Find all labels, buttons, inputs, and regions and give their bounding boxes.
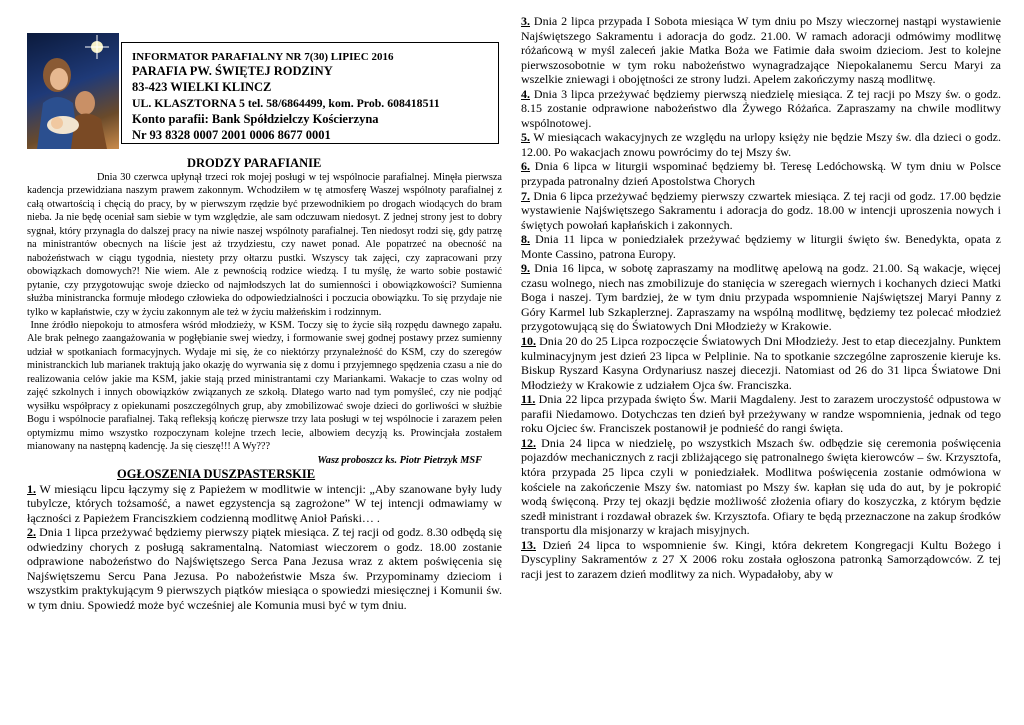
drodzy-paragraph-2: Inne źródło niepokoju to atmosfera wśród młodzieży, w KSM. Toczy się to życie siłą rozpędu dawnego zapału. Ale brak pełnego zaangażowania w pogłębianie swej wiedzy, i formowanie swej godnej postawy przez sumienny udział w spotkaniach formacyjnych. Wydaje mi się, że co niektórzy przynależność do KSM, czy do szeregów ministranckich lub marianek traktują jako okazję do wyrwania się z domu i przyjemnego spędzenia czasu a nie do realizowania celów jakie ma KSM, jakie stają przed ministrantami czy Mariankami. Wakacje to czas wolny od zajęć szkolnych i innych obowiązków związanych ze szkołą. Dlatego warto nad tym pomyśleć, czy nie podjąć wysiłku współpracy z opiekunami poszczególnych grup, aby zmobilizować swoje dzieci do gorliwości w służbie Bogu i wspólnocie parafialnej. Taką refleksją kończę pierwsze trzy lata posługi w tej wspólnocie i zarazem pełen optymizmu mimo wszystko rozpoczynam kolejne trzech lecie, albowiem decyzją ks. Prowincjała zostałem mianowany na następną kadencję. Ja się cieszę!!! A Wy??? [27, 319, 502, 453]
bulletin-title: INFORMATOR PARAFIALNY NR 7(30) LIPIEC 2016 [132, 51, 394, 63]
holy-family-illustration [27, 33, 119, 149]
parish-postal: 83-423 WIELKI KLINCZ [132, 80, 272, 94]
announcement-1: 1. W miesiącu lipcu łączymy się z Papieżem w modlitwie w intencji: „Aby szanowane były ludy tubylcze, których tożsamość, a nawet egzystencja są zagrożone” W tej intencji odmawiamy w łączności z Papieżem Franciszkiem codzienną modlitwę Anioł Pański… . [27, 481, 502, 525]
drodzy-paragraph-1: Dnia 30 czerwca upłynął trzeci rok mojej posługi w tej wspólnocie parafialnej. Minęła pierwsza kadencja przewidziana naszym prawem zakonnym. Wchodziłem w tę atmosferę Waszej wspólnoty parafialnej z całą otwartością i chęcią do pracy, by w pierwszym rzędzie być przewodnikiem po drogach wiodących do bram nieba. Ja nie będę oceniał sam siebie w tym względzie, ale sam odczuwam niedosyt. Z jednej strony jest to dobry sygnał, który przynagla do dalszej pracy na niwie naszej wspólnoty parafialnej. Ten niedosyt rodzi się, gdy patrzę na ministrantów obecnych na liście jest aż trzydziestu, czy nawet ponad. Ale popatrzeć na obecność na nabożeństwach w ciągu tygodnia, niestety przy ołtarzu pustki. Wszyscy tak zajęci, czy zapracowani przy obowiązkach domowych?! Nie wiem. Ale z pewnością rodzice wiedzą. I tu myślę, że warto sobie postawić pytanie, czy przygotowując swoje dziecko od najmłodszych lat do sumienności i obowiązkowości? Sumienna służba ministrancka formuje młodego człowieka do odpowiedzialności i poczucia obowiązku. To się przydaje nie tylko w kapłaństwie, czy w życiu zakonnym ale też w życiu małżeńskim i rodzinnym. [27, 172, 502, 318]
left-column [27, 156, 502, 612]
announcement-5: 5. W miesiącach wakacyjnych ze względu na urlopy księży nie będzie Mszy św. dla dzieci o godz. 12.00. Po wakacjach znowu powrócimy do tej Mszy św. [521, 130, 1001, 159]
announcement-13: 13. Dzień 24 lipca to wspomnienie św. Kingi, która dekretem Kongregacji Kultu Bożego i Dyscypliny Sakramentów z 27 X 2006 roku została ogłoszona patronką Samorządowców. Z tej racji jest to zarazem dzień modlitwy za nich. Wypadałoby, aby w [521, 537, 1001, 581]
ogloszenia-title: OGŁOSZENIA DUSZPASTERSKIE [117, 466, 316, 481]
holy-family-image [27, 33, 119, 149]
drodzy-title: DRODZY PARAFIANIE [187, 156, 322, 170]
parish-address: UL. KLASZTORNA 5 tel. 58/6864499, kom. Prob. 608418511 [132, 96, 440, 110]
announcement-3: 3. Dnia 2 lipca przypada I Sobota miesiąca W tym dniu po Mszy wieczornej nastąpi wystawienie Najświętszego Sakramentu i adoracja do godz. 21.00. W ramach adoracji odmówimy modlitwę różańcową w myśl zaleceń jakie Matka Boża we Fatimie dała swoim dzieciom. Jest to kolejne pierwszosobotnie w tym roku nabożeństwo wynagradzające Niepokalanemu Sercu Maryi za wszelkie zniewagi i obojętności ze strony ludzi. Apelem zakończymy naszą modlitwę. [521, 14, 1001, 87]
signature: Wasz proboszcz ks. Piotr Pietrzyk MSF [317, 454, 482, 466]
announcement-2: 2. Dnia 1 lipca przeżywać będziemy pierwszy piątek miesiąca. Z tej racji od godz. 8.30 odbędą się odwiedziny chorych z posługą sakramentalną. Natomiast wieczorem o godz. 18.00 zostanie odprawione nabożeństwo do Najświętszego Serca Pana Jezusa wraz z aktem poświęcenia się Najświętszemu Sercu Pana Jezusa. Po nabożeństwie Msza św. Przypominamy dzieciom i wszystkim praktykującym 9 pierwszych piątków miesiąca o spowiedzi miesięcznej i Komunii św. w tym dniu. Spowiedź może być wcześniej ale Komunia musi być w tym dniu. [27, 525, 502, 612]
announcement-9: 9. Dnia 16 lipca, w sobotę zapraszamy na modlitwę apelową na godz. 21.00. Są wakacje, więcej czasu wolnego, niech nas zmobilizuje do stanięcia w szeregach wiernych i kochanych dzieci Matki Boga i naszej. Tym bardziej, że w tym dniu przypada wspomnienie Najświętszej Maryi Panny z Góry Karmel lub Szkaplerznej. Zapraszamy na wspólną modlitwę, będziemy tez polecać młodzież przygotowującą się do Światowych Dni Młodzieży w Krakowie. [521, 261, 1001, 334]
bank-account-label: Konto parafii: Bank Spółdzielczy Kościerzyna [132, 112, 379, 126]
parish-name: PARAFIA PW. ŚWIĘTEJ RODZINY [132, 64, 333, 78]
bank-account-number: Nr 93 8328 0007 2001 0006 8677 0001 [132, 128, 331, 142]
parish-header [121, 42, 499, 144]
announcement-7: 7. Dnia 6 lipca przeżywać będziemy pierwszy czwartek miesiąca. Z tej racji od godz. 17.00 będzie wystawienie Najświętszego Sakramentu i adoracja do godz. 18.00 w intencji uproszenia nowych i świętych powołań kapłańskich i zakonnych. [521, 188, 1001, 232]
announcement-12: 12. Dnia 24 lipca w niedzielę, po wszystkich Mszach św. odbędzie się ceremonia poświęcenia pojazdów mechanicznych z racji zbliżającego się patronalnego święta kierowców – św. Krzysztofa, która przypada 25 lipca czyli w poniedziałek. Modlitwa poświęcenia zostanie odmówiona w kościele na zakończenie Mszy św. natomiast po Mszy św. kapłan się uda do aut, by je pokropić wodą święconą. Przy tej okazji będzie możliwość złożenia ofiary do koszyczka, z którym będzie szedł ministrant i rozdawał obrazek św. Krzysztofa. Ofiary te będą przeznaczone na zakup środków transportu dla misjonarzy w krajach misyjnych. [521, 435, 1001, 538]
announcement-4: 4. Dnia 3 lipca przeżywać będziemy pierwszą niedzielę miesiąca. Z tej racji po Mszy św. o godz. 8.15 zostanie odprawione nabożeństwo dla Żywego Różańca. Zapraszamy na chwile modlitwy wspólnotowej. [521, 86, 1001, 130]
right-column [521, 14, 1001, 581]
announcement-8: 8. Dnia 11 lipca w poniedziałek przeżywać będziemy w liturgii święto św. Benedykta, opata z Monte Cassino, patrona Europy. [521, 232, 1001, 261]
announcement-10: 10. Dnia 20 do 25 Lipca rozpoczęcie Światowych Dni Młodzieży. Jest to etap diecezjalny. Punktem kulminacyjnym jest dzień 23 lipca w Pelplinie. Na to spotkanie szczególne zaproszenie kieruje ks. Biskup Ryszard Kasyna Ordynariusz naszej diecezji. Natomiast od 26 do 31 lipca Światowe Dni Młodzieży w Krakowie z udziałem Ojca św. Franciszka. [521, 334, 1001, 392]
announcement-11: 11. Dnia 22 lipca przypada święto Św. Marii Magdaleny. Jest to zarazem uroczystość odpustowa w parafii Niedamowo. Dotychczas ten dzień był przeżywany w randze wspomnienia, jednak od tego roku Ojciec św. Franciszek postanowił je podnieść do rangi święta. [521, 392, 1001, 436]
announcement-6: 6. Dnia 6 lipca w liturgii wspominać będziemy bł. Teresę Ledóchowską. W tym dniu w Polsce przypada patronalny dzień Apostolstwa Chorych [521, 159, 1001, 189]
